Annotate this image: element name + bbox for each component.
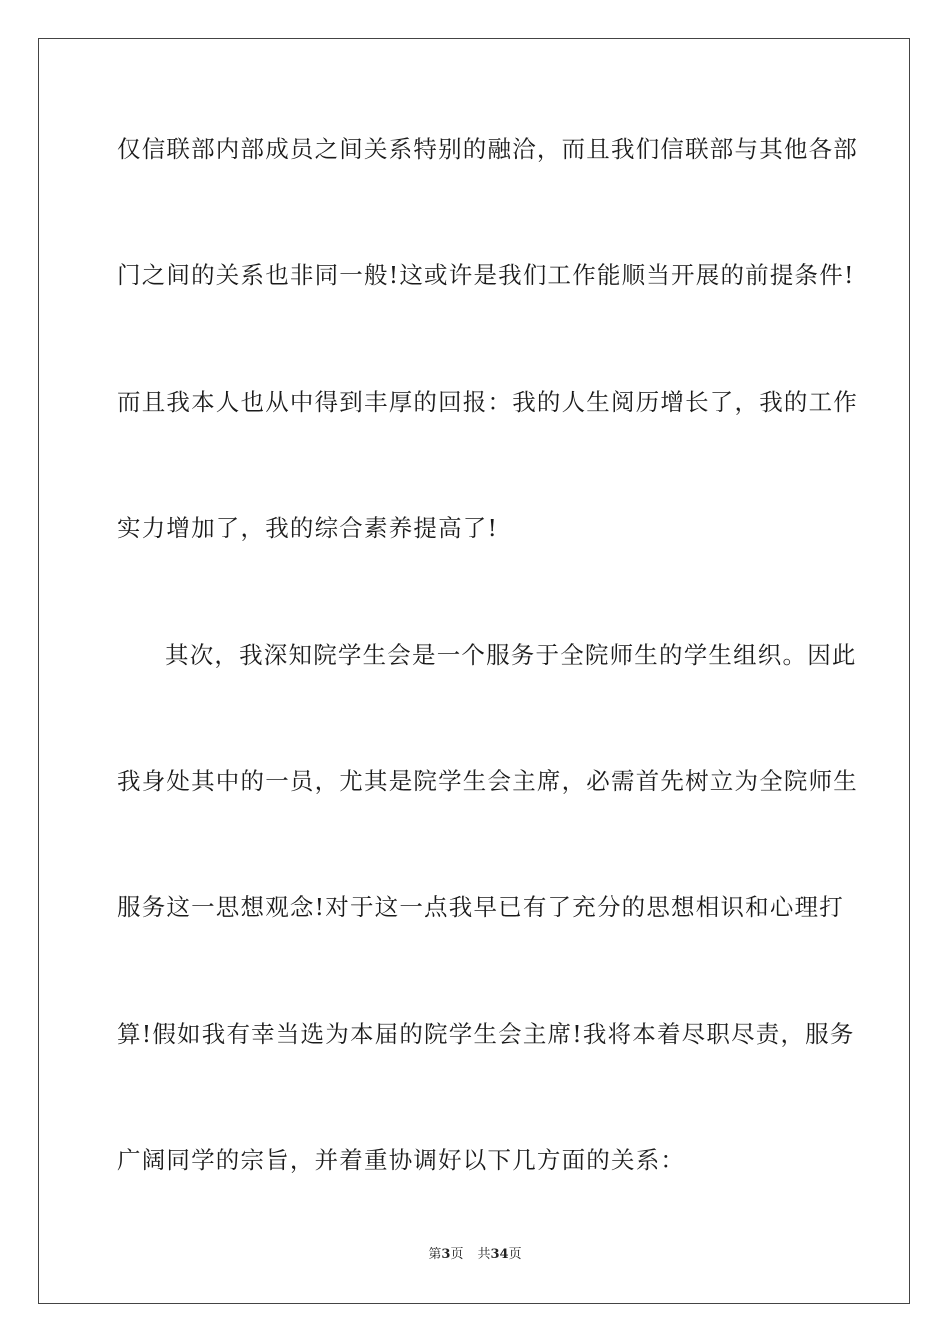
paragraph-first-line: 其次，我深知院学生会是一个服务于全院师生的学生组织。因此 (165, 640, 857, 669)
document-body (117, 118, 858, 1256)
text-line: 而且我本人也从中得到丰厚的回报：我的人生阅历增长了，我的工作 (117, 387, 858, 416)
text-line: 广阔同学的宗旨，并着重协调好以下几方面的关系： (117, 1146, 686, 1175)
page-suffix: 页 (450, 1247, 464, 1262)
text-line: 门之间的关系也非同一般!这或许是我们工作能顺当开展的前提条件! (117, 261, 855, 290)
total-pages: 34 (490, 1247, 509, 1262)
page-number: 3 (441, 1247, 451, 1262)
page-footer (0, 1245, 950, 1265)
total-suffix: 页 (508, 1247, 522, 1262)
text-line: 我身处其中的一员，尤其是院学生会主席，必需首先树立为全院师生 (117, 766, 858, 795)
page-prefix: 第 (428, 1247, 442, 1262)
text-line: 实力增加了，我的综合素养提高了! (117, 514, 499, 543)
text-line: 服务这一思想观念!对于这一点我早已有了充分的思想相识和心理打 (117, 893, 844, 922)
text-line: 算!假如我有幸当选为本届的院学生会主席!我将本着尽职尽责，服务 (117, 1019, 855, 1048)
total-prefix: 共 (477, 1247, 491, 1262)
text-line: 仅信联部内部成员之间关系特别的融洽，而且我们信联部与其他各部 (117, 135, 858, 163)
